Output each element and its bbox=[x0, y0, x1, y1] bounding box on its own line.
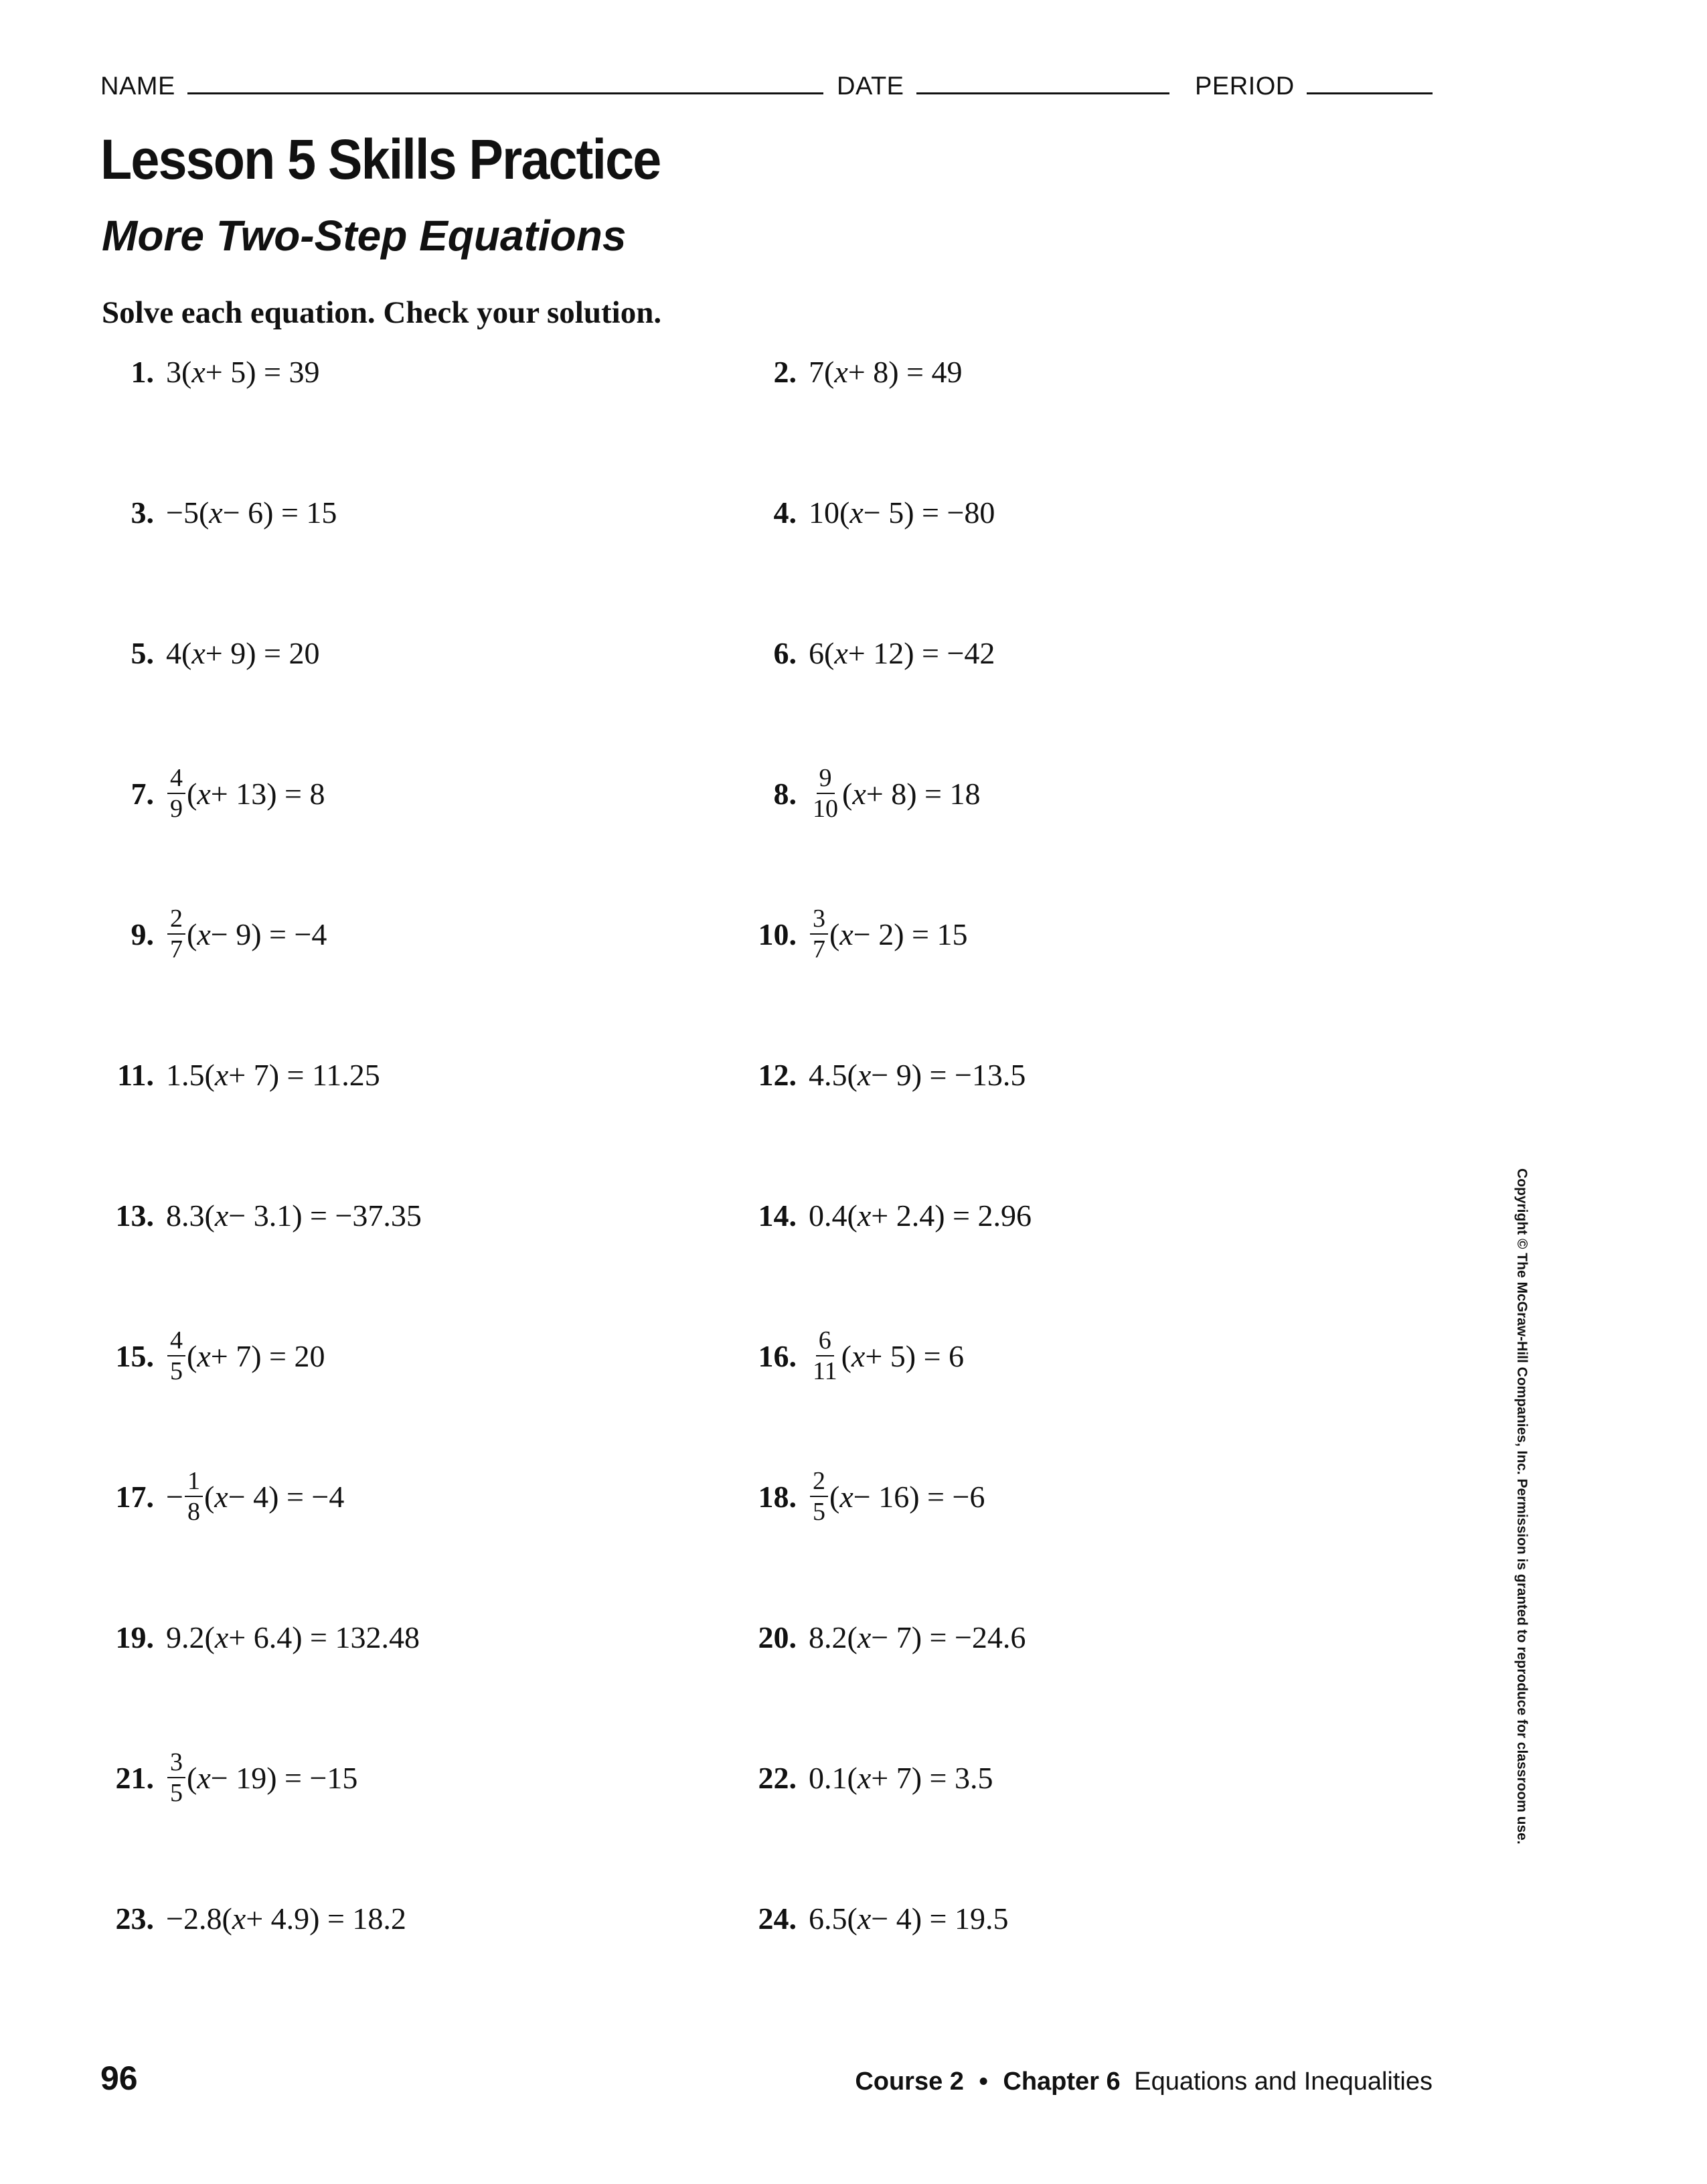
equation-right: + 8) = 18 bbox=[866, 776, 981, 811]
equation-left: ( bbox=[841, 1338, 851, 1373]
problem-number: 17. bbox=[115, 1479, 154, 1514]
equation-left: 0.4( bbox=[809, 1198, 858, 1233]
variable-x: x bbox=[849, 495, 864, 530]
footer-topic: Equations and Inequalities bbox=[1134, 2068, 1433, 2096]
variable-x: x bbox=[232, 1901, 246, 1936]
equation-right: + 2.4) = 2.96 bbox=[871, 1198, 1032, 1233]
problem-number: 22. bbox=[758, 1760, 797, 1795]
variable-x: x bbox=[852, 776, 866, 811]
equation-right: + 9) = 20 bbox=[205, 635, 320, 670]
equation-right: − 9) = −13.5 bbox=[871, 1057, 1026, 1092]
problem-number: 1. bbox=[131, 354, 154, 389]
variable-x: x bbox=[197, 1760, 211, 1795]
equation-left: 8.3( bbox=[166, 1198, 215, 1233]
variable-x: x bbox=[857, 1760, 872, 1795]
problem-6 bbox=[743, 626, 995, 680]
equation-left: ( bbox=[187, 917, 197, 951]
equation-left: 6( bbox=[809, 635, 835, 670]
problem-number: 3. bbox=[131, 495, 154, 530]
fraction-coefficient bbox=[810, 1468, 828, 1525]
footer-chapter: Chapter 6 bbox=[1003, 2068, 1121, 2096]
fraction-coefficient bbox=[167, 765, 185, 822]
problem-24 bbox=[743, 1891, 1008, 1945]
fraction-numerator: 1 bbox=[185, 1468, 203, 1497]
equation-right: + 7) = 11.25 bbox=[228, 1057, 380, 1092]
name-row bbox=[100, 72, 823, 101]
fraction-numerator: 4 bbox=[167, 765, 185, 794]
fraction-numerator: 3 bbox=[167, 1749, 185, 1778]
problem-number: 2. bbox=[773, 354, 797, 389]
equation-right: + 5) = 39 bbox=[205, 354, 320, 389]
equation-right: − 6) = 15 bbox=[222, 495, 337, 530]
variable-x: x bbox=[209, 495, 223, 530]
variable-x: x bbox=[191, 354, 206, 389]
fraction-coefficient bbox=[167, 1328, 185, 1384]
equation-left: 4.5( bbox=[809, 1057, 858, 1092]
problem-5 bbox=[100, 626, 319, 680]
problem-number: 16. bbox=[758, 1338, 797, 1373]
fraction-numerator: 3 bbox=[810, 906, 828, 935]
variable-x: x bbox=[214, 1620, 229, 1654]
variable-x: x bbox=[857, 1057, 872, 1092]
problem-number: 6. bbox=[773, 635, 797, 670]
fraction-coefficient bbox=[185, 1468, 203, 1525]
fraction-numerator: 2 bbox=[167, 906, 185, 935]
problem-21 bbox=[100, 1748, 358, 1807]
equation-right: + 4.9) = 18.2 bbox=[246, 1901, 406, 1936]
fraction-coefficient bbox=[810, 765, 841, 822]
fraction-denominator: 9 bbox=[170, 795, 183, 823]
date-label: DATE bbox=[837, 72, 904, 100]
problem-number: 14. bbox=[758, 1198, 797, 1233]
equation-right: + 6.4) = 132.48 bbox=[228, 1620, 420, 1654]
fraction-denominator: 5 bbox=[170, 1779, 183, 1807]
equation-right: − 7) = −24.6 bbox=[871, 1620, 1026, 1654]
equation-right: + 13) = 8 bbox=[210, 776, 325, 811]
variable-x: x bbox=[191, 635, 206, 670]
fraction-numerator: 6 bbox=[816, 1328, 834, 1356]
equation-left: 6.5( bbox=[809, 1901, 858, 1936]
equation-right: − 2) = 15 bbox=[853, 917, 968, 951]
page-number: 96 bbox=[100, 2059, 138, 2097]
equation-left: 1.5( bbox=[166, 1057, 215, 1092]
problem-number: 12. bbox=[758, 1057, 797, 1092]
variable-x: x bbox=[197, 917, 211, 951]
name-blank[interactable] bbox=[187, 72, 823, 94]
problem-15 bbox=[100, 1326, 325, 1385]
coefficient-sign: − bbox=[166, 1479, 183, 1514]
problem-4 bbox=[743, 485, 995, 539]
fraction-numerator: 9 bbox=[817, 765, 835, 794]
fraction-denominator: 10 bbox=[813, 795, 838, 823]
equation-right: − 4) = 19.5 bbox=[871, 1901, 1009, 1936]
problem-22 bbox=[743, 1751, 993, 1804]
problem-number: 20. bbox=[758, 1620, 797, 1654]
problem-number: 10. bbox=[758, 917, 797, 951]
footer-bullet: • bbox=[979, 2068, 988, 2096]
equation-right: + 12) = −42 bbox=[847, 635, 995, 670]
problem-18 bbox=[743, 1467, 985, 1526]
fraction-coefficient bbox=[810, 1328, 840, 1384]
equation-left: ( bbox=[829, 917, 840, 951]
equation-right: + 8) = 49 bbox=[847, 354, 963, 389]
problem-23 bbox=[100, 1891, 406, 1945]
fraction-denominator: 5 bbox=[170, 1357, 183, 1385]
equation-left: 0.1( bbox=[809, 1760, 858, 1795]
fraction-denominator: 11 bbox=[813, 1357, 837, 1385]
problem-19 bbox=[100, 1610, 420, 1664]
equation-right: − 16) = −6 bbox=[853, 1479, 985, 1514]
variable-x: x bbox=[197, 776, 211, 811]
problem-number: 19. bbox=[115, 1620, 154, 1654]
problem-1 bbox=[100, 345, 319, 398]
fraction-numerator: 2 bbox=[810, 1468, 828, 1497]
problem-9 bbox=[100, 907, 327, 961]
problem-3 bbox=[100, 485, 337, 539]
variable-x: x bbox=[214, 1479, 228, 1514]
equation-left: −2.8( bbox=[166, 1901, 232, 1936]
variable-x: x bbox=[839, 917, 854, 951]
problem-number: 13. bbox=[115, 1198, 154, 1233]
variable-x: x bbox=[857, 1901, 872, 1936]
instructions: Solve each equation. Check your solution. bbox=[102, 295, 662, 330]
footer-course-info bbox=[855, 2068, 1433, 2096]
variable-x: x bbox=[214, 1198, 229, 1233]
equation-left: 10( bbox=[809, 495, 850, 530]
problem-11 bbox=[100, 1048, 380, 1101]
footer-course: Course 2 bbox=[855, 2068, 964, 2096]
fraction-numerator: 4 bbox=[167, 1328, 185, 1356]
equation-right: − 9) = −4 bbox=[210, 917, 327, 951]
equation-left: ( bbox=[187, 1338, 197, 1373]
page-title: Lesson 5 Skills Practice bbox=[100, 128, 661, 191]
equation-left: ( bbox=[842, 776, 853, 811]
problem-2 bbox=[743, 345, 962, 398]
variable-x: x bbox=[214, 1057, 229, 1092]
page-subtitle: More Two-Step Equations bbox=[102, 212, 627, 260]
problem-10 bbox=[743, 907, 967, 961]
equation-left: 9.2( bbox=[166, 1620, 215, 1654]
variable-x: x bbox=[857, 1620, 872, 1654]
problem-number: 7. bbox=[131, 776, 154, 811]
equation-left: 3( bbox=[166, 354, 192, 389]
date-blank[interactable] bbox=[916, 72, 1169, 94]
copyright-notice: Copyright © The McGraw-Hill Companies, Inc. Permission is granted to reproduce for classroom use. bbox=[1514, 1168, 1530, 1845]
fraction-denominator: 7 bbox=[813, 935, 825, 963]
problem-12 bbox=[743, 1048, 1026, 1101]
equation-left: 4( bbox=[166, 635, 192, 670]
problem-13 bbox=[100, 1188, 422, 1242]
fraction-denominator: 5 bbox=[813, 1498, 825, 1526]
equation-left: ( bbox=[829, 1479, 840, 1514]
equation-left: ( bbox=[204, 1479, 215, 1514]
problem-number: 11. bbox=[117, 1057, 154, 1092]
fraction-denominator: 8 bbox=[187, 1498, 200, 1526]
fraction-coefficient bbox=[167, 906, 185, 962]
problem-number: 8. bbox=[773, 776, 797, 811]
equation-left: −5( bbox=[166, 495, 210, 530]
problem-20 bbox=[743, 1610, 1026, 1664]
equation-right: + 5) = 6 bbox=[865, 1338, 965, 1373]
problem-14 bbox=[743, 1188, 1032, 1242]
period-blank[interactable] bbox=[1307, 72, 1433, 94]
problem-7 bbox=[100, 764, 325, 823]
equation-right: + 7) = 3.5 bbox=[871, 1760, 993, 1795]
problem-number: 9. bbox=[131, 917, 154, 951]
period-row bbox=[1195, 72, 1433, 101]
problem-number: 21. bbox=[115, 1760, 154, 1795]
fraction-denominator: 7 bbox=[170, 935, 183, 963]
variable-x: x bbox=[851, 1338, 866, 1373]
variable-x: x bbox=[839, 1479, 854, 1514]
equation-left: 7( bbox=[809, 354, 835, 389]
problem-number: 18. bbox=[758, 1479, 797, 1514]
equation-right: − 19) = −15 bbox=[210, 1760, 358, 1795]
problem-number: 5. bbox=[131, 635, 154, 670]
fraction-coefficient bbox=[810, 906, 828, 962]
equation-right: − 4) = −4 bbox=[228, 1479, 345, 1514]
variable-x: x bbox=[834, 354, 848, 389]
date-row bbox=[837, 72, 1169, 101]
equation-right: − 3.1) = −37.35 bbox=[228, 1198, 422, 1233]
variable-x: x bbox=[857, 1198, 872, 1233]
equation-left: ( bbox=[187, 776, 197, 811]
name-label: NAME bbox=[100, 72, 175, 100]
problem-number: 15. bbox=[115, 1338, 154, 1373]
period-label: PERIOD bbox=[1195, 72, 1295, 100]
problem-17 bbox=[100, 1467, 345, 1526]
problem-number: 4. bbox=[773, 495, 797, 530]
equation-left: ( bbox=[187, 1760, 197, 1795]
problem-number: 24. bbox=[758, 1901, 797, 1936]
problem-16 bbox=[743, 1326, 965, 1385]
fraction-coefficient bbox=[167, 1749, 185, 1806]
problem-number: 23. bbox=[115, 1901, 154, 1936]
equation-left: 8.2( bbox=[809, 1620, 858, 1654]
problem-8 bbox=[743, 764, 981, 823]
equation-right: − 5) = −80 bbox=[863, 495, 995, 530]
variable-x: x bbox=[834, 635, 848, 670]
variable-x: x bbox=[197, 1338, 211, 1373]
equation-right: + 7) = 20 bbox=[210, 1338, 325, 1373]
